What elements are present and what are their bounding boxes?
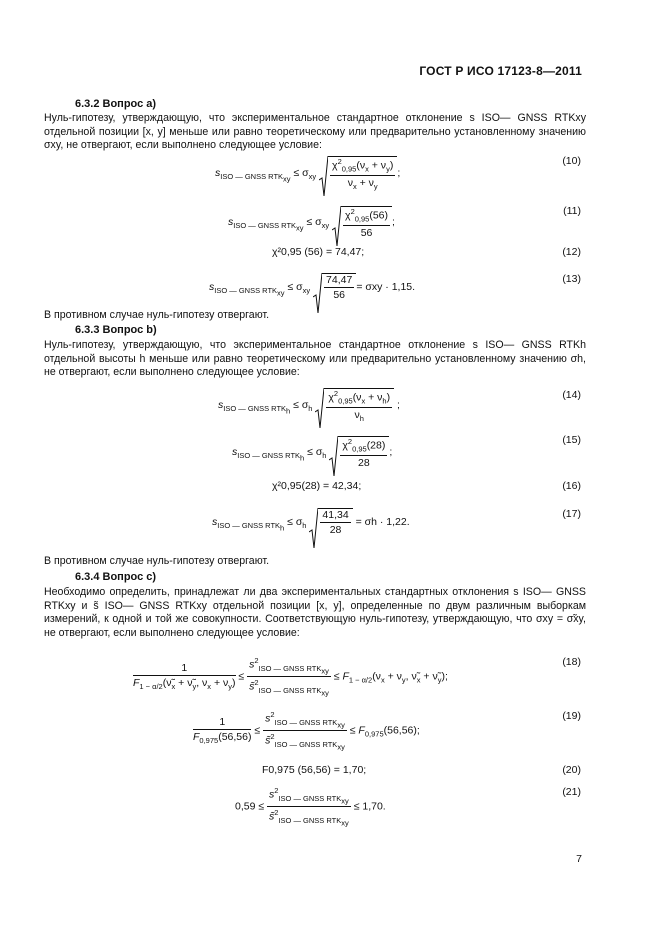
- equation-number-17: (17): [562, 508, 581, 520]
- equation-number-13: (13): [562, 273, 581, 285]
- document-header: ГОСТ Р ИСО 17123-8—2011: [419, 64, 582, 78]
- section-6-3-3-title: 6.3.3 Вопрос b): [75, 324, 157, 336]
- equation-17: $s_{ISO — GNSS RTK_h} \le \sigma_h$ $\frac{41,34}{28}$ = σh · 1,22.: [212, 508, 410, 536]
- section-6-3-4-text: Необходимо определить, принадлежат ли два экспериментальных стандартных отклонения s ISO— GNSS RTKxy и s̃ ISO— GNSS RTKxy отдельной позиции [x, y], определенные по двум различным выборкам измерений, к одной и той же совокупности. Соответствующую нуль-гипотезу, утверждающую, что σxy = σ̃xy, не отвергают, если выполнено следующее условие:: [44, 586, 586, 639]
- equation-19: $\frac{1}{F_{0,975}(56,56)}$ ≤ $\frac{s^2_{ISO — GNSS RTK_{xy}}}{s̃^2_{ISO — GNSS RTK_{xy}}}$ ≤ $F_{0,975}(56,56)$;: [193, 710, 420, 752]
- eq21-lower: 0,59 ≤: [235, 800, 265, 813]
- section-6-3-2-title: 6.3.2 Вопрос а): [75, 98, 157, 110]
- equation-21: 0,59 ≤ $\frac{s^2_{ISO — GNSS RTK_{xy}}}{s̃^2_{ISO — GNSS RTK_{xy}}}$ ≤ 1,70.: [235, 786, 386, 828]
- equation-number-16: (16): [562, 480, 581, 492]
- equation-13: $s_{ISO — GNSS RTK_{xy}} \le \sigma_{xy}$ $\frac{74,47}{56}$ = σxy · 1,15.: [209, 273, 415, 301]
- equation-number-18: (18): [562, 656, 581, 668]
- eq13-result: = σxy · 1,15.: [356, 280, 416, 293]
- section-6-3-2-reject: В противном случае нуль-гипотезу отвергают.: [44, 309, 270, 321]
- eq13-denominator: 56: [333, 289, 346, 301]
- equation-number-12: (12): [562, 246, 581, 258]
- equation-11: $s_{ISO — GNSS RTK_{xy}} \le \sigma_{xy}$ $\frac{\chi^2_{0,95}(56)}{56}$ ;: [228, 206, 395, 239]
- section-6-3-3-reject: В противном случае нуль-гипотезу отвергают.: [44, 555, 270, 567]
- equation-12: χ²0,95 (56) = 74,47;: [272, 246, 365, 258]
- equation-20: F0,975 (56,56) = 1,70;: [262, 764, 367, 776]
- equation-16: χ²0,95(28) = 42,34;: [272, 480, 362, 492]
- equation-18: $\frac{1}{F_{1 - \alpha/2}(\nũ_x + \nũ_y, \nu_x + \nu_y)}$ ≤ $\frac{s^2_{ISO — GNSS RTK_{xy}}}{s̃^2_{ISO — GNSS RTK_{xy}}}$ ≤ $F_{1 - \alpha/2}(\nu_x + \nu_y$, $\nũ_x$ + $\nũ_y$);: [133, 656, 448, 698]
- equation-number-15: (15): [562, 434, 581, 446]
- equation-number-21: (21): [562, 786, 581, 798]
- page-number: 7: [576, 853, 582, 865]
- section-6-3-3-text: Нуль-гипотезу, утверждающую, что экспериментальное стандартное отклонение s ISO— GNSS RTKh отдельной высоты h меньше или равно теоретическому или предварительно установленному значению σh, не отвергают, если выполнено следующее условие:: [44, 339, 586, 379]
- eq17-numerator: 41,34: [322, 509, 349, 521]
- eq21-upper: ≤ 1,70.: [353, 800, 386, 813]
- equation-number-11: (11): [563, 205, 581, 217]
- equation-number-20: (20): [562, 764, 581, 776]
- equation-15: $s_{ISO — GNSS RTK_h} \le \sigma_h$ $\frac{\chi^2_{0,95}(28)}{28}$ ;: [232, 436, 392, 469]
- equation-14: $s_{ISO — GNSS RTK_h} \le \sigma_h$ $\frac{\chi^2_{0,95}(\nu_x + \nu_h)}{\nu_h}$ ;: [218, 388, 400, 423]
- section-6-3-2-text: Нуль-гипотезу, утверждающую, что экспериментальное стандартное отклонение s ISO— GNSS RTKxy отдельной позиции [x, y] меньше или равно теоретическому или предварительно установленному значению σxy, не отвергают, если выполнено следующее условие:: [44, 112, 586, 152]
- equation-number-10: (10): [562, 155, 581, 167]
- equation-number-14: (14): [562, 389, 581, 401]
- eq13-numerator: 74,47: [326, 274, 353, 286]
- section-6-3-4-title: 6.3.4 Вопрос с): [75, 571, 157, 583]
- equation-number-19: (19): [562, 710, 581, 722]
- eq17-result: = σh · 1,22.: [355, 515, 410, 528]
- equation-10: $s_{ISO — GNSS RTK_{xy}} \le \sigma_{xy}$ $\frac{\chi^2_{0,95}(\nu_x + \nu_y)}{\nu_x + \nu_y}$ ;: [215, 156, 400, 191]
- eq17-denominator: 28: [329, 524, 342, 536]
